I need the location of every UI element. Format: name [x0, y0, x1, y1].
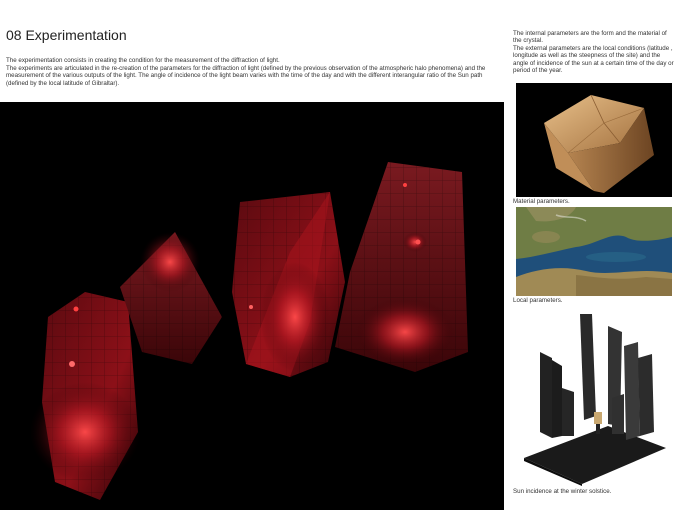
caption-material: Material parameters.	[513, 198, 570, 205]
satellite-map-photo	[516, 207, 672, 296]
caption-local: Local parameters.	[513, 297, 563, 304]
intro-paragraph-2: The experiments are articulated in the re-creation of the parameters for the diffraction of light (defined by the previous observation of the atmospheric halo phenomena) and the measurement of the various outputs of the light. The angle of incidence of the light beam varies with the time of the day and with the different interangular ratio of the Sun path (defined by the local latitude of Gibraltar).	[6, 64, 486, 87]
sidebar-text	[513, 30, 676, 74]
sidebar-paragraph-1: The internal parameters are the form and the material of the crystal.	[513, 30, 667, 45]
crystal-experiment-photo	[0, 102, 504, 510]
sidebar-paragraph-2: The external parameters are the local conditions (latitude , longitude as well as the steepness of the site) and the angle of incidence of the sun at a certain time of the day or period of the year.	[513, 44, 674, 75]
crystal-material-photo	[516, 83, 672, 197]
solstice-model-photo	[516, 308, 672, 486]
intro-text	[6, 57, 504, 87]
page-title: 08 Experimentation	[6, 27, 127, 43]
caption-sun-incidence: Sun incidence at the winter solstice.	[513, 488, 612, 495]
intro-paragraph-1: The experimentation consists in creating the condition for the measurement of the diffraction of light.	[6, 57, 280, 64]
